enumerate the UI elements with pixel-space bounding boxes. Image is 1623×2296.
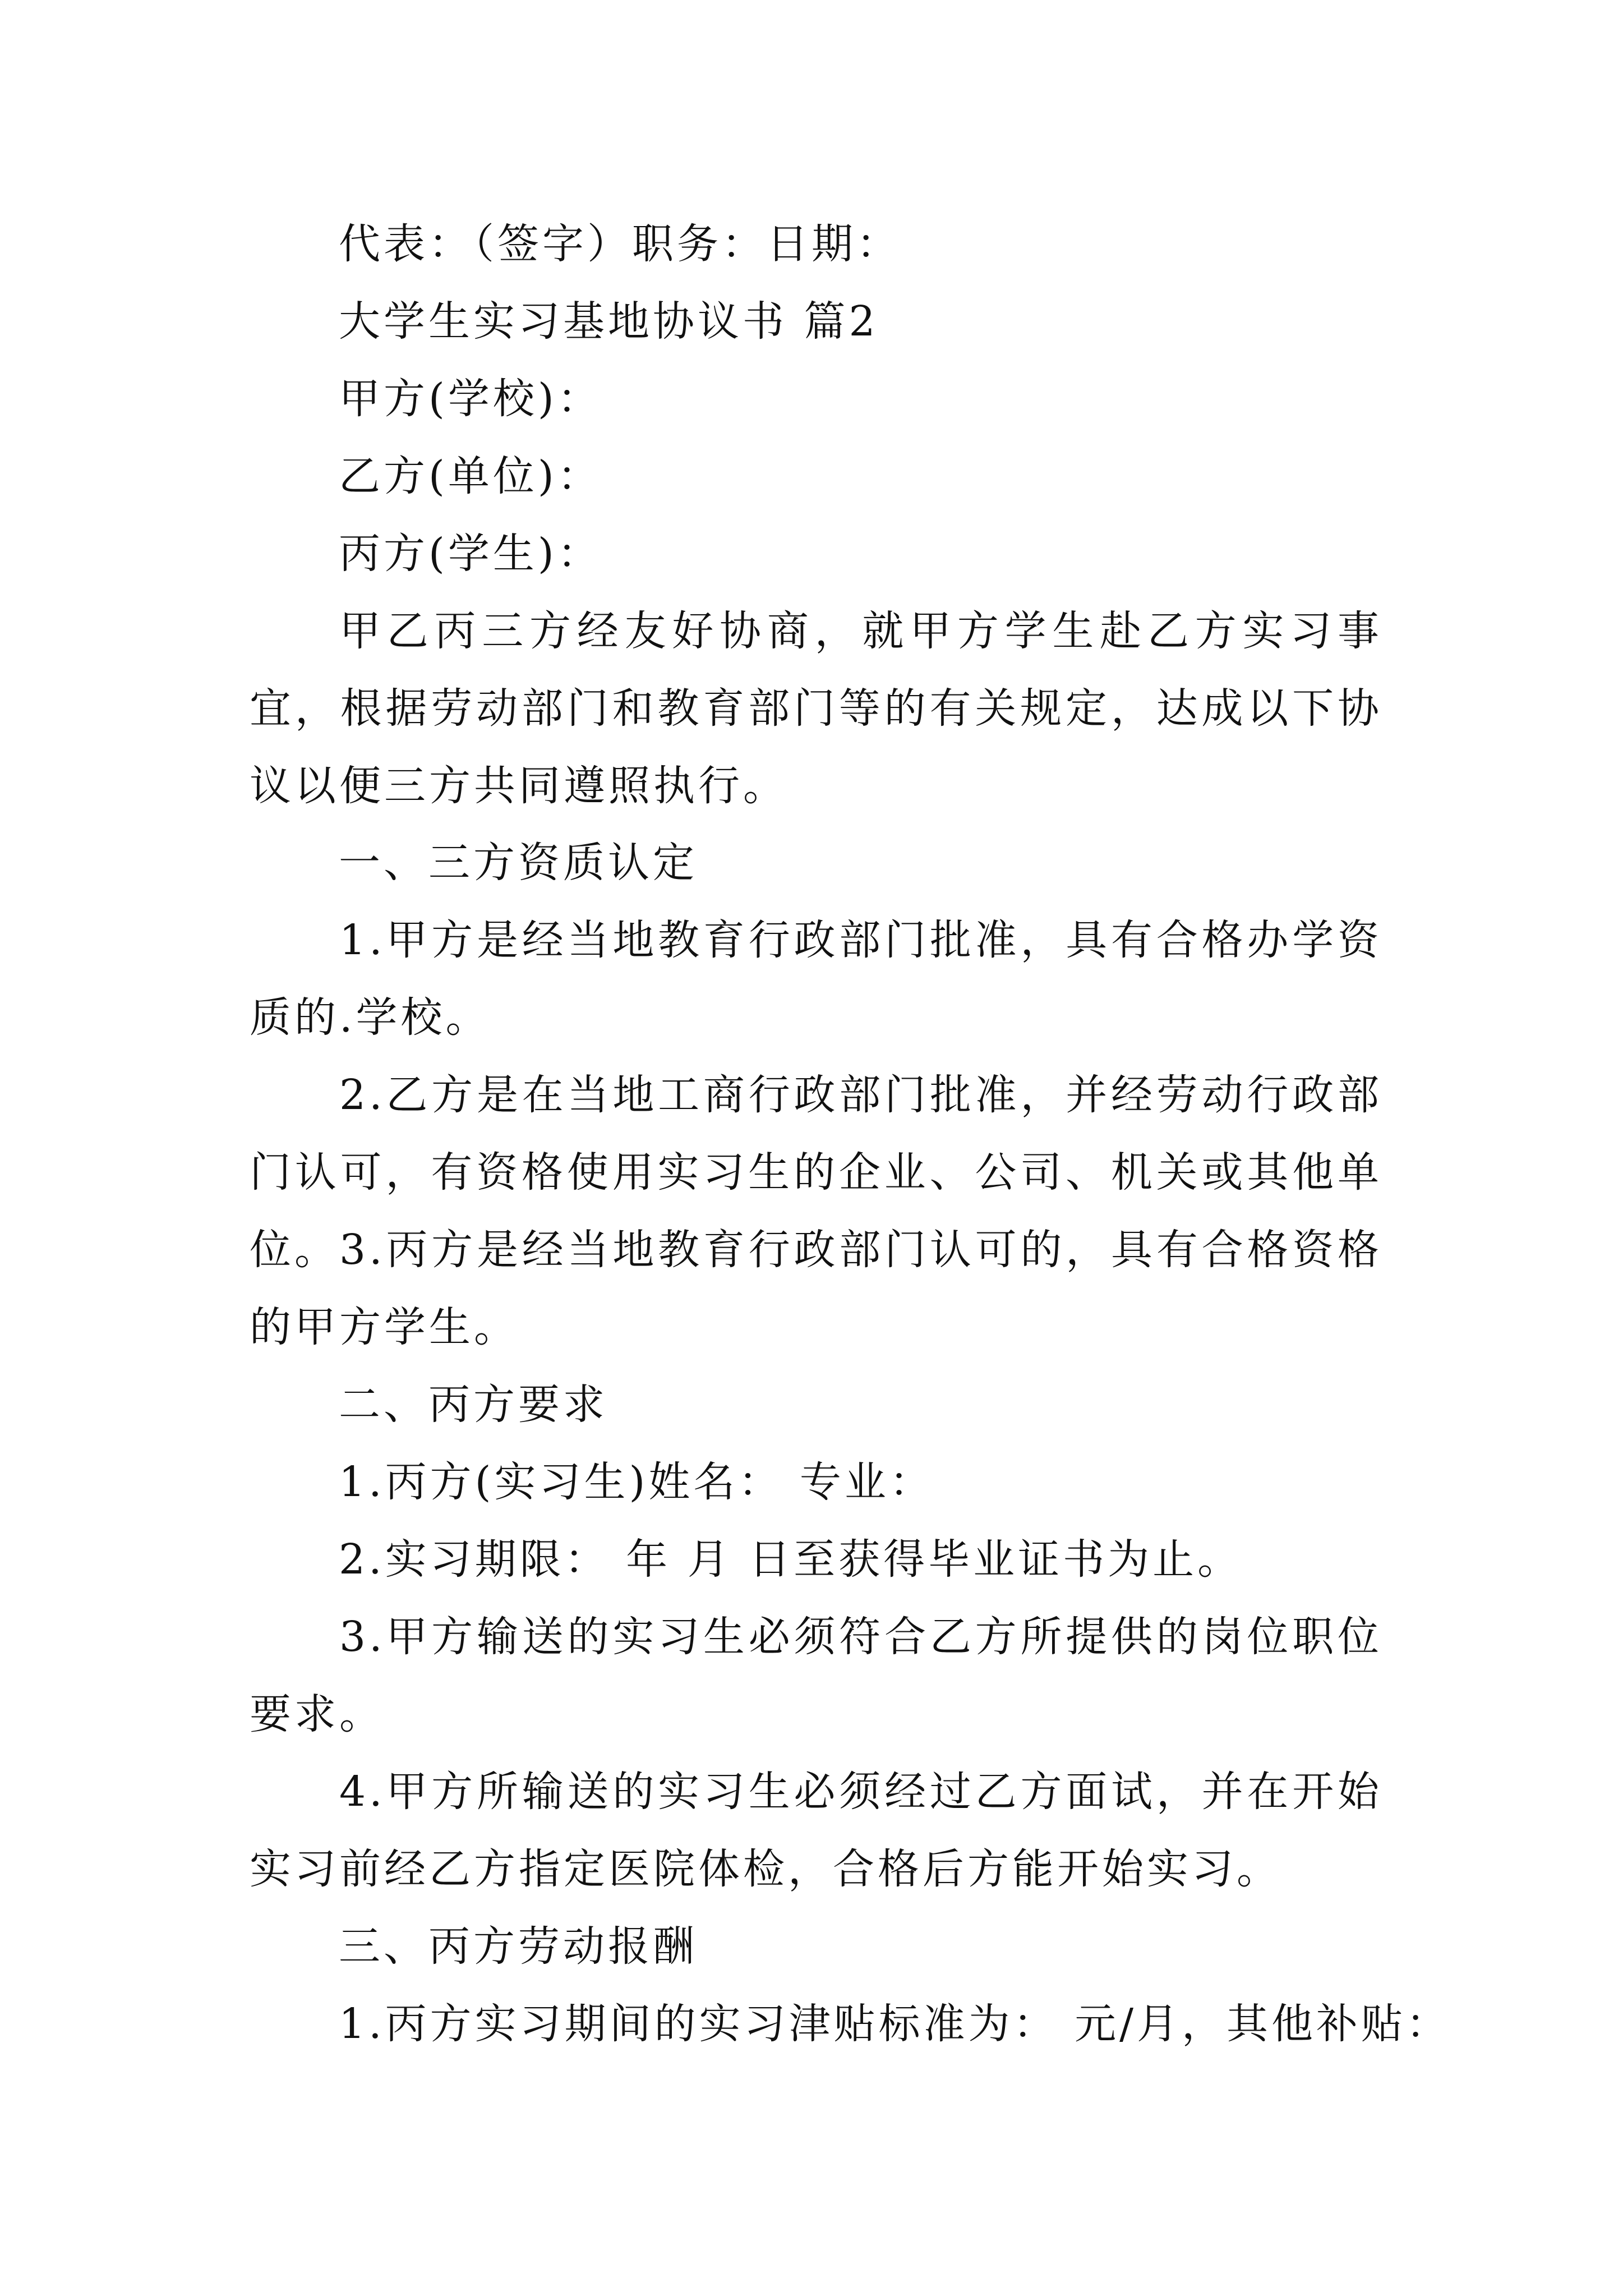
signature-line: 代表：（签字）职务：日期： <box>339 220 901 268</box>
section-item: 1.丙方实习期间的实习津贴标准为： 元/月，其他补贴： <box>339 2000 1451 2048</box>
document-title: 大学生实习基地协议书 篇2 <box>339 297 879 346</box>
section-item: 3.甲方输送的实习生必须符合乙方所提供的岗位职位要求。 <box>250 1613 1382 1738</box>
section-heading: 三、丙方劳动报酬 <box>339 1922 698 1971</box>
section-item: 1.甲方是经当地教育行政部门批准，具有合格办学资质的.学校。 <box>250 916 1382 1042</box>
section-item: 2.乙方是在当地工商行政部门批准，并经劳动行政部门认可，有资格使用实习生的企业、公司、机关或其他单位。 <box>250 1071 1382 1274</box>
section-item: 1.丙方(实习生)姓名： 专业： <box>339 1458 934 1506</box>
section-item: 4.甲方所输送的实习生必须经过乙方面试，并在开始实习前经乙方指定医院体检，合格后方能开始实习。 <box>250 1768 1382 1893</box>
section-heading: 一、三方资质认定 <box>339 839 698 887</box>
intro-paragraph: 甲乙丙三方经友好协商，就甲方学生赴乙方实习事宜，根据劳动部门和教育部门等的有关规定，达成以下协议以便三方共同遵照执行。 <box>250 607 1382 810</box>
party-c-line: 丙方(学生)： <box>339 530 602 578</box>
section-item: 2.实习期限： 年 月 日至获得毕业证书为止。 <box>339 1535 1243 1584</box>
party-b-line: 乙方(单位)： <box>339 452 602 500</box>
party-a-line: 甲方(学校)： <box>339 375 602 423</box>
section-heading: 二、丙方要求 <box>339 1381 608 1429</box>
section-item: 3.丙方是经当地教育行政部门认可的，具有合格资格的甲方学生。 <box>250 1226 1382 1351</box>
